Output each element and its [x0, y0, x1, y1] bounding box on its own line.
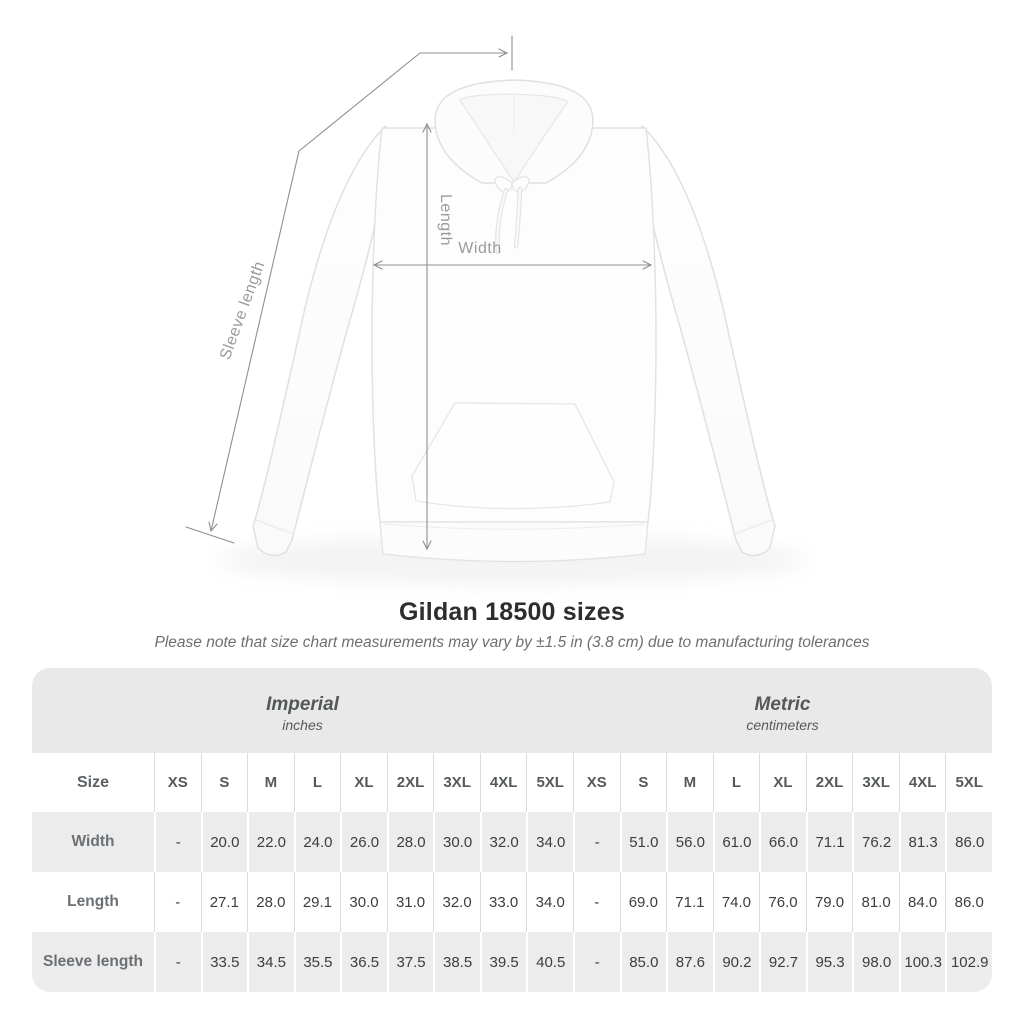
- row-label: Length: [67, 893, 119, 910]
- size-column-header-imperial-m: M: [247, 753, 294, 812]
- size-table-body: [32, 812, 992, 992]
- sleeve-length-dimension-label: Sleeve length: [217, 258, 269, 362]
- table-cell: 71.1: [806, 812, 853, 872]
- table-cell: 85.0: [620, 932, 667, 992]
- table-cell: 30.0: [340, 872, 387, 932]
- size-column-header-imperial-5xl: 5XL: [526, 753, 573, 812]
- table-row-width: [32, 812, 992, 872]
- table-cell: 32.0: [480, 812, 527, 872]
- table-cell: 74.0: [713, 872, 760, 932]
- table-cell: -: [573, 932, 620, 992]
- table-cell: 56.0: [666, 812, 713, 872]
- table-cell: 38.5: [433, 932, 480, 992]
- size-column-header-metric-m: M: [666, 753, 713, 812]
- table-cell: 102.9: [945, 932, 992, 992]
- table-cell: 39.5: [480, 932, 527, 992]
- size-column-header-metric-s: S: [620, 753, 667, 812]
- table-cell: 81.3: [899, 812, 946, 872]
- row-label: Sleeve length: [43, 953, 143, 970]
- size-column-header-metric-xs: XS: [573, 753, 620, 812]
- length-dimension-label: Length: [437, 194, 454, 246]
- table-cell: 22.0: [247, 812, 294, 872]
- size-corner-header: Size: [76, 773, 109, 791]
- table-cell: 98.0: [852, 932, 899, 992]
- size-column-header-imperial-xl: XL: [340, 753, 387, 812]
- width-dimension-label: Width: [458, 240, 502, 257]
- tolerance-note: Please note that size chart measurements may vary by ±1.5 in (3.8 cm) due to manufacturing tolerances: [154, 634, 870, 651]
- size-column-header-imperial-4xl: 4XL: [480, 753, 527, 812]
- size-column-header-imperial-3xl: 3XL: [433, 753, 480, 812]
- table-cell: 28.0: [387, 812, 434, 872]
- table-cell: -: [154, 812, 201, 872]
- table-cell: -: [154, 872, 201, 932]
- table-cell: 61.0: [713, 812, 760, 872]
- table-cell: 32.0: [433, 872, 480, 932]
- size-column-header-imperial-xs: XS: [154, 753, 201, 812]
- size-column-header-metric-5xl: 5XL: [945, 753, 992, 812]
- table-cell: 37.5: [387, 932, 434, 992]
- table-cell: 36.5: [340, 932, 387, 992]
- size-column-header-metric-xl: XL: [759, 753, 806, 812]
- imperial-units: inches: [282, 717, 323, 734]
- metric-header: [573, 668, 992, 753]
- table-cell: 34.0: [526, 872, 573, 932]
- size-column-header-metric-2xl: 2XL: [806, 753, 853, 812]
- table-cell: 86.0: [945, 872, 992, 932]
- table-cell: 26.0: [340, 812, 387, 872]
- table-cell: -: [573, 812, 620, 872]
- table-cell: 95.3: [806, 932, 853, 992]
- size-column-header-metric-4xl: 4XL: [899, 753, 946, 812]
- table-cell: 51.0: [620, 812, 667, 872]
- table-cell: 33.5: [201, 932, 248, 992]
- table-cell: 29.1: [294, 872, 341, 932]
- table-cell: 24.0: [294, 812, 341, 872]
- table-cell: 86.0: [945, 812, 992, 872]
- table-cell: 69.0: [620, 872, 667, 932]
- table-cell: 35.5: [294, 932, 341, 992]
- table-cell: 71.1: [666, 872, 713, 932]
- row-label: Width: [71, 833, 115, 850]
- table-cell: 79.0: [806, 872, 853, 932]
- size-header-row: [32, 753, 992, 812]
- table-cell: 66.0: [759, 812, 806, 872]
- table-cell: 34.0: [526, 812, 573, 872]
- table-cell: 100.3: [899, 932, 946, 992]
- table-cell: 34.5: [247, 932, 294, 992]
- table-cell: -: [573, 872, 620, 932]
- size-column-header-metric-3xl: 3XL: [852, 753, 899, 812]
- table-cell: 30.0: [433, 812, 480, 872]
- table-cell: 90.2: [713, 932, 760, 992]
- table-cell: 76.0: [759, 872, 806, 932]
- table-cell: 20.0: [201, 812, 248, 872]
- table-row-sleeve-length: [32, 932, 992, 992]
- table-cell: -: [154, 932, 201, 992]
- metric-units: centimeters: [746, 717, 819, 734]
- imperial-header: [32, 668, 573, 753]
- size-column-header-imperial-2xl: 2XL: [387, 753, 434, 812]
- table-row-length: [32, 872, 992, 932]
- imperial-label: Imperial: [266, 693, 339, 715]
- table-cell: 27.1: [201, 872, 248, 932]
- table-cell: 92.7: [759, 932, 806, 992]
- table-cell: 81.0: [852, 872, 899, 932]
- size-column-header-imperial-s: S: [201, 753, 248, 812]
- unit-system-header: [32, 668, 992, 753]
- page-title: Gildan 18500 sizes: [399, 598, 625, 626]
- table-cell: 28.0: [247, 872, 294, 932]
- table-cell: 84.0: [899, 872, 946, 932]
- size-table: [32, 668, 992, 992]
- table-cell: 76.2: [852, 812, 899, 872]
- hoodie-image: [253, 80, 775, 562]
- table-cell: 87.6: [666, 932, 713, 992]
- table-cell: 31.0: [387, 872, 434, 932]
- size-column-header-metric-l: L: [713, 753, 760, 812]
- table-cell: 33.0: [480, 872, 527, 932]
- metric-label: Metric: [754, 693, 811, 715]
- size-column-header-imperial-l: L: [294, 753, 341, 812]
- table-cell: 40.5: [526, 932, 573, 992]
